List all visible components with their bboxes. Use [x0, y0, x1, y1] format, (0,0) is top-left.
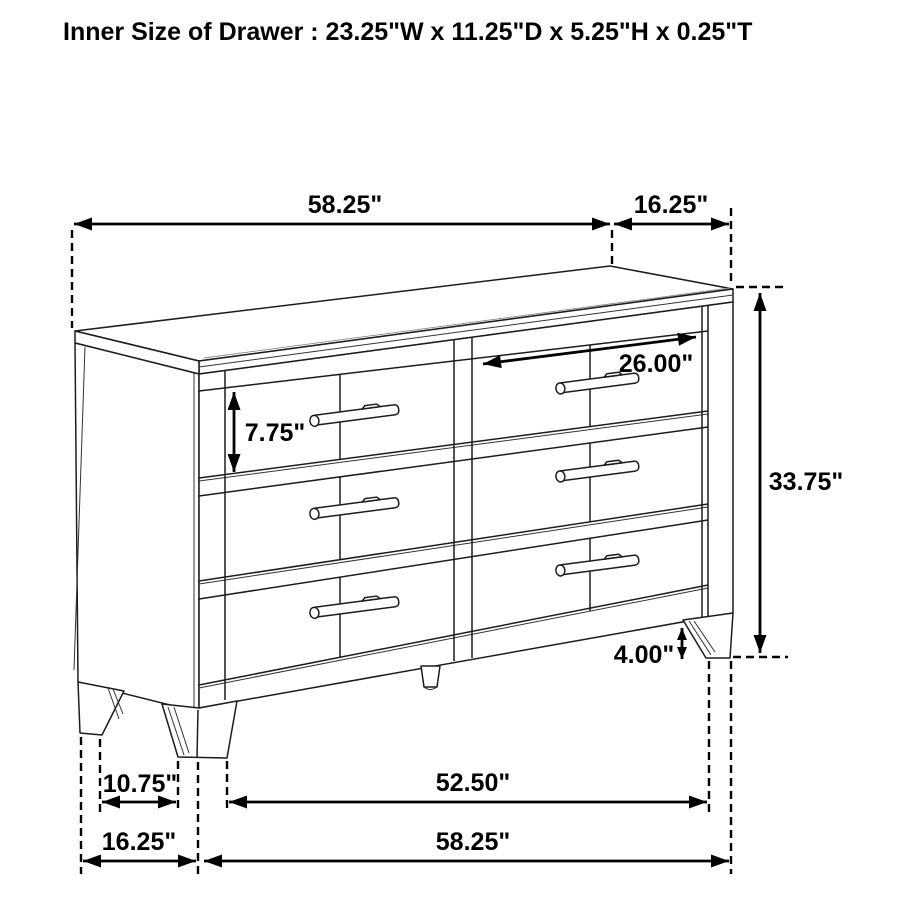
dim-leg-height	[614, 628, 682, 669]
dim-top-depth-label: 16.25"	[633, 191, 709, 219]
side-panel	[74, 343, 199, 712]
dim-front-leg-span	[229, 769, 707, 802]
front-right-leg	[683, 613, 733, 658]
dim-overall-height-label: 33.75"	[768, 468, 844, 496]
center-support-leg	[421, 666, 440, 690]
dim-top-width	[74, 191, 610, 224]
dim-overall-height	[760, 293, 843, 653]
dim-base-depth	[83, 828, 196, 861]
dim-leg-gap-depth	[102, 770, 177, 802]
dim-drawer-height-label: 7.75"	[244, 419, 306, 447]
dim-top-depth	[614, 191, 729, 224]
dim-leg-height-label: 4.00"	[613, 641, 675, 669]
dim-drawer-width-label: 26.00"	[618, 350, 694, 378]
dim-base-width-label: 58.25"	[435, 828, 511, 856]
dim-front-leg-span-label: 52.50"	[435, 769, 511, 797]
front-left-leg	[162, 701, 237, 758]
dim-leg-gap-depth-label: 10.75"	[102, 770, 178, 798]
dim-top-width-label: 58.25"	[307, 191, 383, 219]
side-panel-face	[75, 343, 199, 712]
dresser-drawing	[74, 266, 733, 758]
dim-base-width	[204, 828, 729, 861]
page-title: Inner Size of Drawer : 23.25"W x 11.25"D x 5.25"H x 0.25"T	[63, 18, 753, 46]
dim-base-depth-label: 16.25"	[101, 828, 177, 856]
back-left-leg	[78, 682, 124, 735]
